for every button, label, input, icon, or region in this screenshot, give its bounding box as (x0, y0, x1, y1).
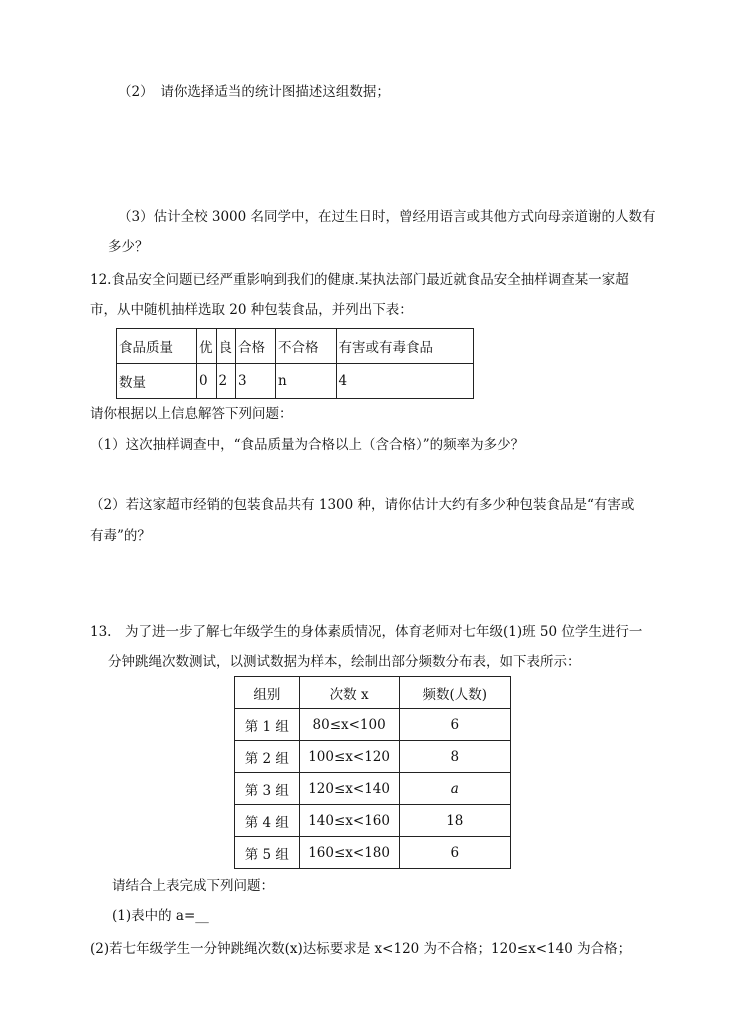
question-11-part-3-line2: 多少？ (108, 239, 149, 255)
question-12-part-1: （1）这次抽样调查中，“食品质量为合格以上（含合格）”的频率为多少？ (90, 437, 525, 453)
jump-table-header-frequency: 频数(人数) (399, 677, 510, 709)
table-row (235, 837, 511, 869)
food-table-header-quality: 食品质量 (117, 329, 197, 364)
jump-rope-frequency-table (234, 676, 511, 869)
jump-table-group: 第 3 组 (235, 773, 300, 805)
food-table-cell: n (275, 364, 336, 399)
jump-table-frequency: 6 (399, 709, 510, 741)
food-table-cell: 3 (235, 364, 275, 399)
table-row (235, 805, 511, 837)
jump-table-header-count: 次数 x (299, 677, 399, 709)
question-11-part-3-line1: （3）估计全校 3000 名同学中，在过生日时，曾经用语言或其他方式向母亲道谢的人数有 (118, 209, 656, 225)
jump-table-frequency: 8 (399, 741, 510, 773)
question-11-part-2: （2） 请你选择适当的统计图描述这组数据； (118, 84, 390, 100)
jump-table-header-row (235, 677, 511, 709)
jump-table-range: 80≤x<100 (299, 709, 399, 741)
jump-table-range: 120≤x<140 (299, 773, 399, 805)
jump-table-group: 第 1 组 (235, 709, 300, 741)
question-12-line1: 12.食品安全问题已经严重影响到我们的健康.某执法部门最近就食品安全抽样调查某一家超 (90, 272, 629, 288)
question-13-line2: 分钟跳绳次数测试，以测试数据为样本，绘制出部分频数分布表，如下表所示： (108, 654, 581, 670)
jump-table-frequency: 6 (399, 837, 510, 869)
jump-table-frequency: 18 (399, 805, 510, 837)
food-table-header-excellent: 优 (197, 329, 216, 364)
question-13-prompt: 请结合上表完成下列问题： (112, 878, 274, 894)
food-table-row-label: 数量 (117, 364, 197, 399)
question-13-part-2: (2)若七年级学生一分钟跳绳次数(x)达标要求是 x<120 为不合格；120≤x<140 为合格； (90, 941, 632, 957)
jump-table-frequency: a (399, 773, 510, 805)
question-13-line1: 13. 为了进一步了解七年级学生的身体素质情况，体育老师对七年级(1)班 50 位学生进行一 (90, 624, 643, 640)
jump-table-range: 160≤x<180 (299, 837, 399, 869)
food-table-header-row (117, 329, 474, 364)
food-quality-table (116, 328, 474, 399)
question-13-part-1: (1)表中的 a=__ (112, 908, 209, 924)
question-12-part-2-line1: （2）若这家超市经销的包装食品共有 1300 种，请你估计大约有多少种包装食品是“有害或 (90, 497, 635, 513)
food-table-header-good: 良 (216, 329, 235, 364)
question-12-part-2-line2: 有毒”的？ (90, 528, 151, 544)
question-12-prompt: 请你根据以上信息解答下列问题： (90, 406, 293, 422)
jump-table-range: 100≤x<120 (299, 741, 399, 773)
jump-table-header-group: 组别 (235, 677, 300, 709)
jump-table-group: 第 2 组 (235, 741, 300, 773)
food-table-header-harmful: 有害或有毒食品 (336, 329, 474, 364)
table-row (235, 741, 511, 773)
food-table-cell: 2 (216, 364, 235, 399)
food-table-count-row (117, 364, 474, 399)
table-row (235, 773, 511, 805)
jump-table-group: 第 4 组 (235, 805, 300, 837)
jump-table-range: 140≤x<160 (299, 805, 399, 837)
question-12-line2: 市，从中随机抽样选取 20 种包装食品，并列出下表： (90, 302, 413, 318)
table-row (235, 709, 511, 741)
jump-table-group: 第 5 组 (235, 837, 300, 869)
food-table-cell: 0 (197, 364, 216, 399)
food-table-header-qualified: 合格 (235, 329, 275, 364)
food-table-cell: 4 (336, 364, 474, 399)
food-table-header-unqualified: 不合格 (275, 329, 336, 364)
